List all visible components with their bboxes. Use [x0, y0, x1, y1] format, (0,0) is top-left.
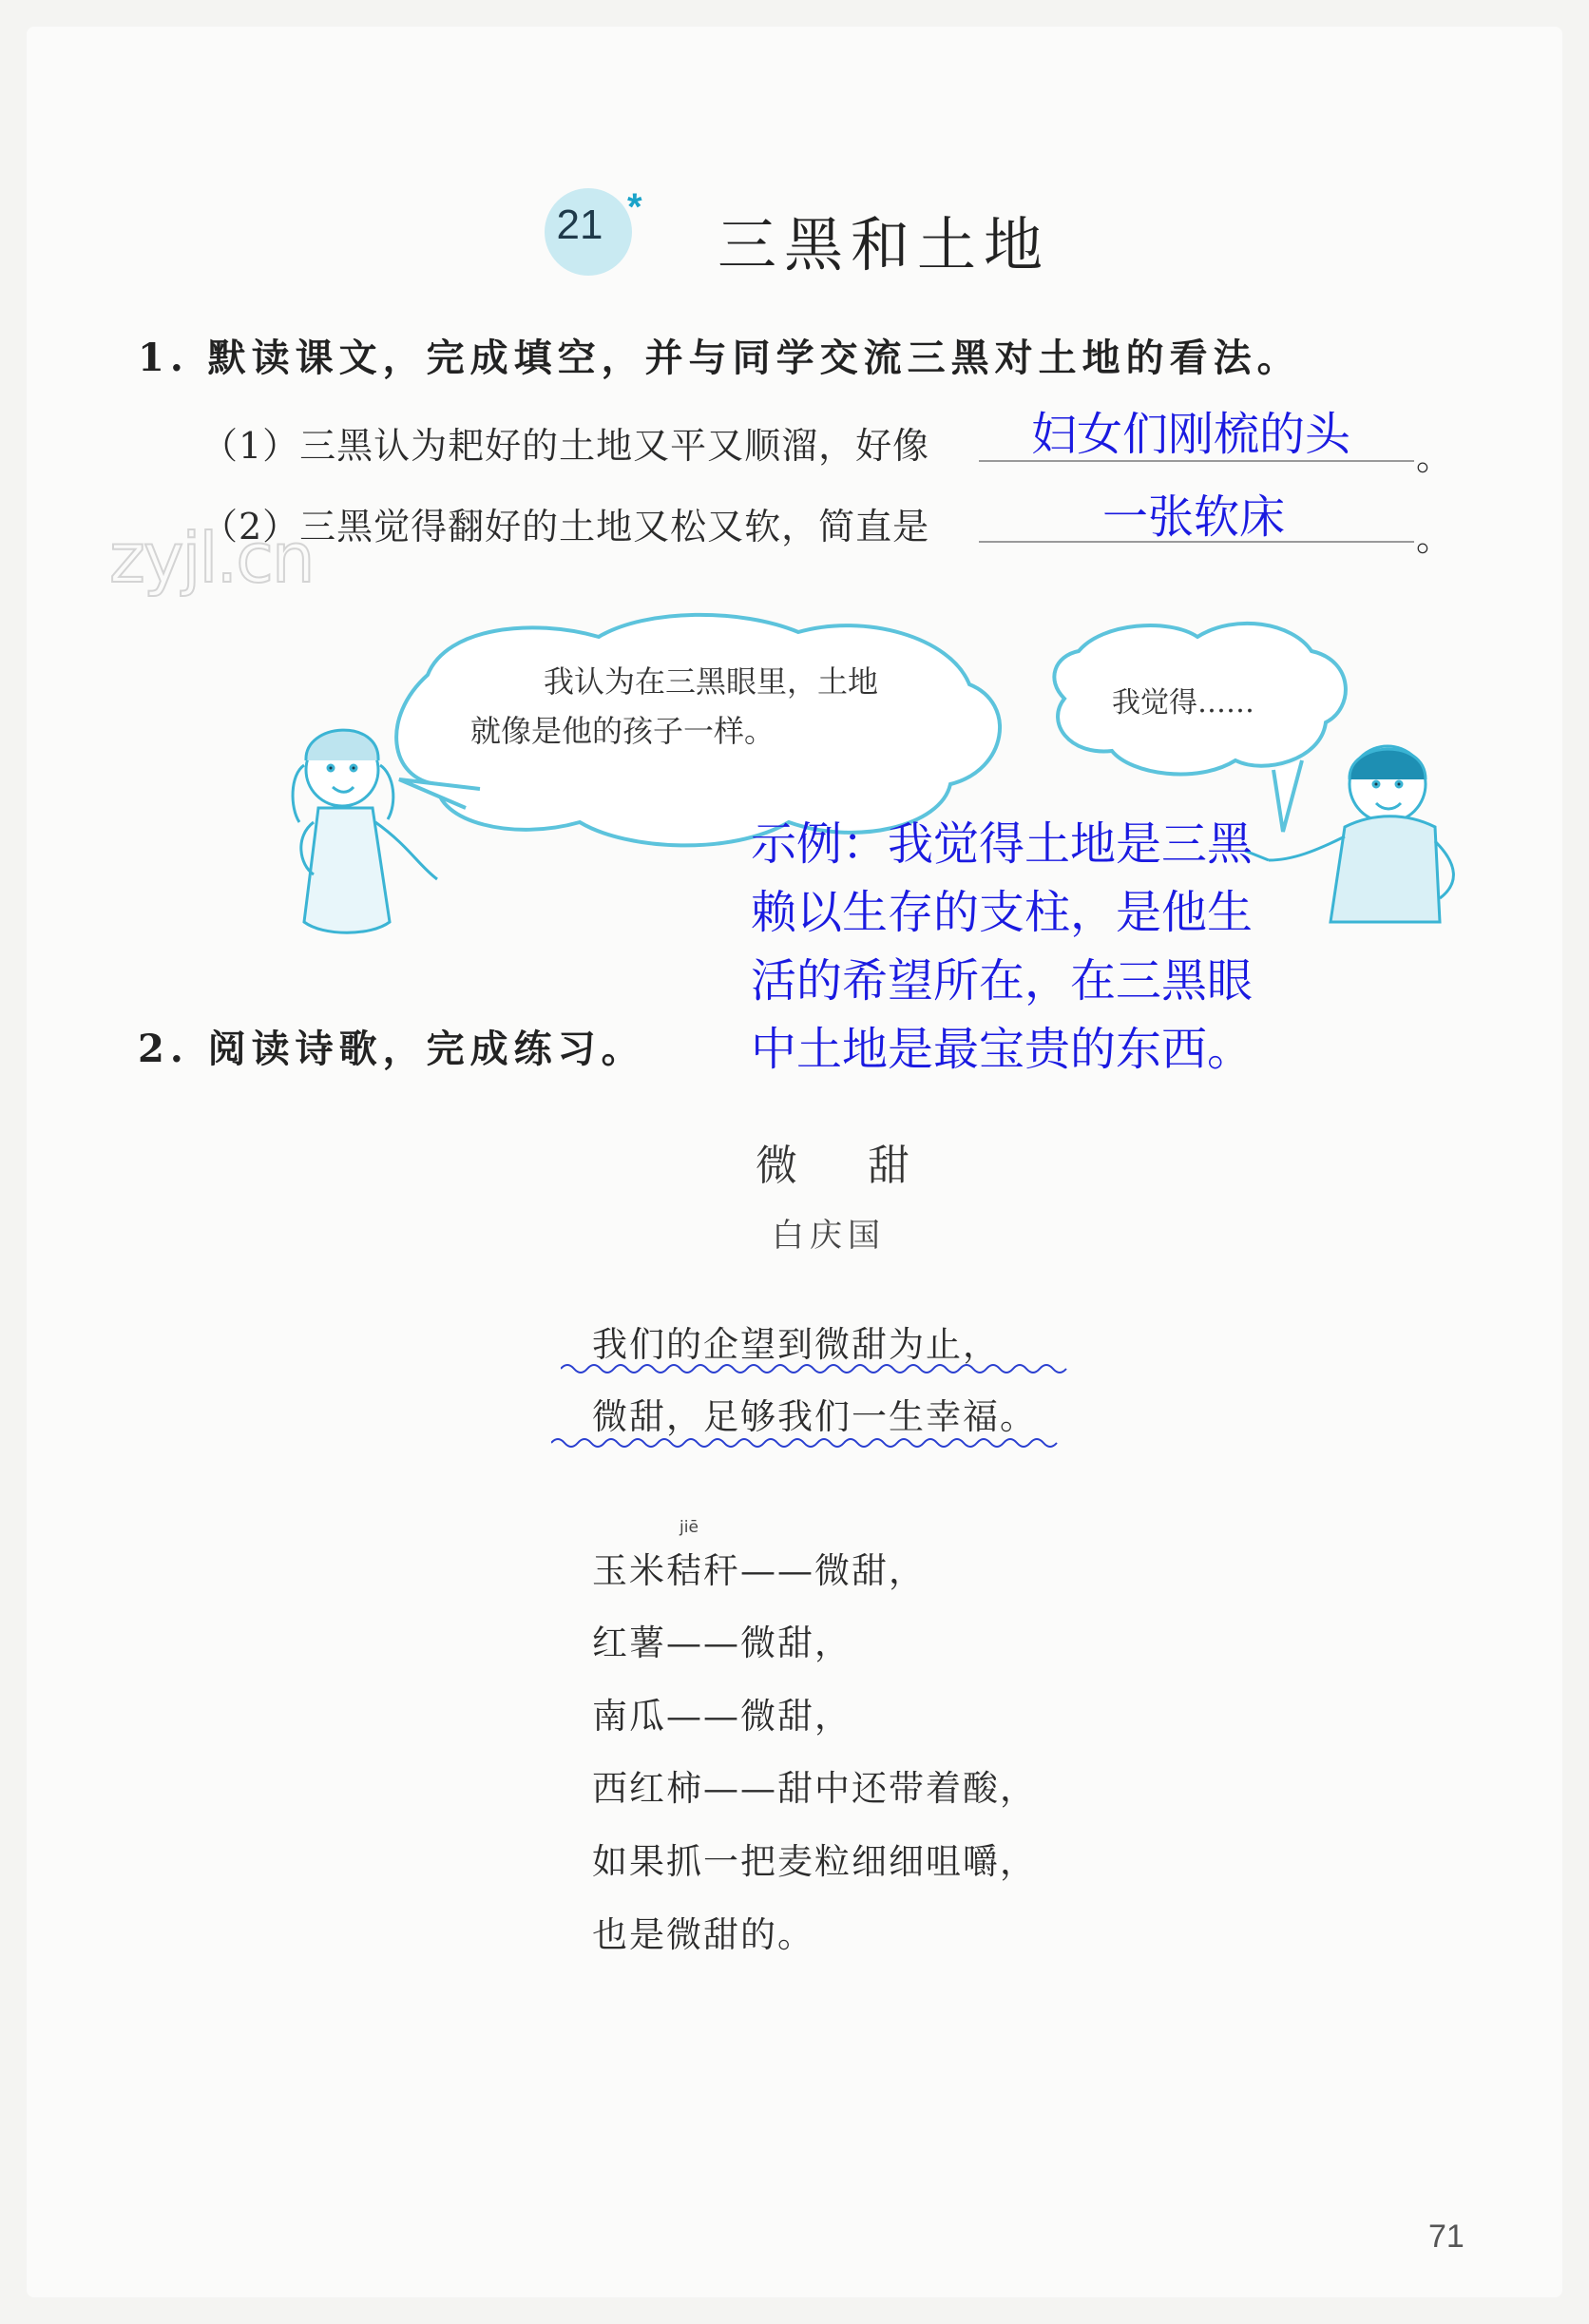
optional-lesson-star-icon: * [627, 186, 642, 228]
question-1-item-2-prompt: （2）三黑觉得翻好的土地又松又软，简直是 [201, 506, 930, 547]
boy-bubble-tail [1273, 760, 1302, 832]
page-number: 71 [1428, 2218, 1465, 2255]
poem-underlined-line-1: 我们的企望到微甜为止， [592, 1324, 1000, 1365]
poem-line-6: 也是微甜的。 [592, 1914, 814, 1955]
girl-bubble-text-line-2: 就像是他的孩子一样。 [470, 713, 775, 749]
handwritten-example-answer [751, 810, 1253, 1084]
example-answer-line: 中土地是最宝贵的东西。 [751, 1023, 1254, 1076]
question-1-item-1-end: 。 [1416, 436, 1454, 478]
example-answer-line: 赖以生存的支柱，是他生 [751, 886, 1254, 939]
watermark: zyjl.cn [109, 518, 314, 598]
poem-title: 微 甜 [756, 1142, 938, 1190]
poem-line-4: 西红柿——甜中还带着酸， [592, 1768, 1037, 1809]
handwritten-answer-1: 妇女们刚梳的头 [1031, 408, 1351, 461]
handwritten-answer-2: 一张软床 [1102, 490, 1286, 544]
poem-author: 白庆国 [772, 1217, 886, 1255]
wavy-underline-2 [551, 1435, 1064, 1450]
poem-underlined-line-2: 微甜，足够我们一生幸福。 [592, 1396, 1037, 1437]
lesson-title: 三黑和土地 [718, 210, 1051, 279]
question-1-item-2-end: 。 [1416, 517, 1454, 559]
pinyin-annotation: jiē [680, 1518, 699, 1537]
example-answer-line: 示例：我觉得土地是三黑 [751, 817, 1254, 871]
question-1-item-1-prompt: （1）三黑认为耙好的土地又平又顺溜，好像 [201, 425, 930, 467]
wavy-underline-1 [561, 1361, 1074, 1376]
example-answer-line: 活的希望所在，在三黑眼 [751, 954, 1254, 1008]
boy-bubble-text: 我觉得…… [1112, 686, 1254, 720]
girl-bubble-text-line-1: 我认为在三黑眼里，土地 [544, 663, 879, 700]
poem-line-2: 红薯——微甜， [592, 1623, 852, 1663]
poem-line-3: 南瓜——微甜， [592, 1696, 852, 1737]
question-1-heading: 1. 默读课文，完成填空，并与同学交流三黑对土地的看法。 [138, 336, 1301, 380]
poem-line-1: 玉米秸秆——微甜， [592, 1550, 926, 1591]
lesson-number: 21 [556, 202, 603, 248]
question-2-heading: 2. 阅读诗歌，完成练习。 [138, 1027, 645, 1071]
poem-line-5: 如果抓一把麦粒细细咀嚼， [592, 1841, 1037, 1882]
